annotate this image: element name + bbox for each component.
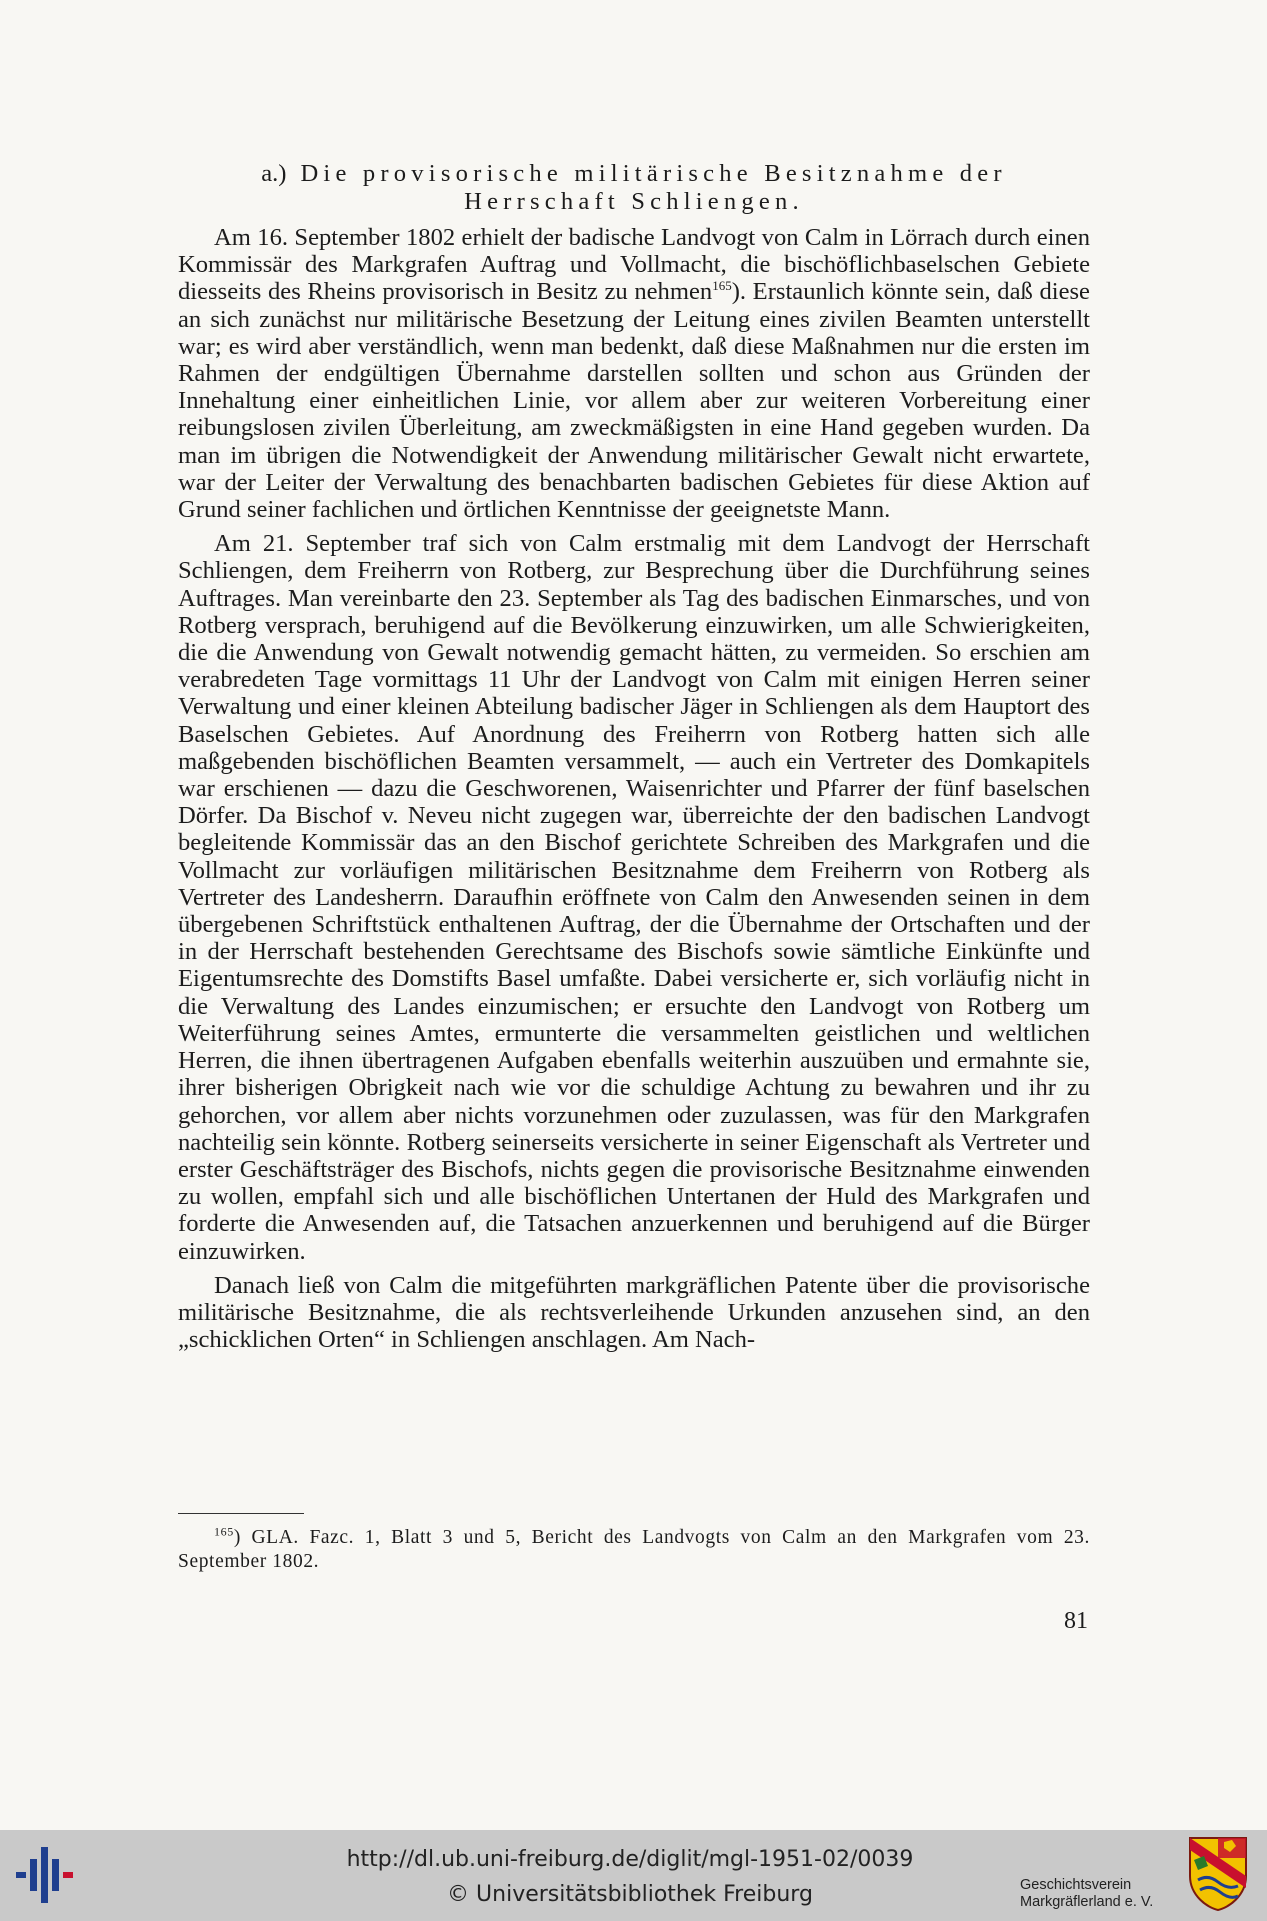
paragraph-2 — [178, 530, 1090, 1264]
society-name — [1020, 1877, 1180, 1911]
coat-of-arms-icon[interactable] — [1188, 1836, 1248, 1912]
copyright-notice: © Universitätsbibliothek Freiburg — [447, 1882, 813, 1907]
section-heading — [178, 160, 1090, 216]
paragraph-1-continuation: ). Erstaunlich könnte sein, daß diese an sich zunächst nur militärische Besetzung der Leitung eines zivilen Beamten unterstellt war; es wird aber verständlich, wenn man bedenkt, daß diese Maßnahmen nur die ersten im Rahmen der endgültigen Übernahme darstellen sollten und schon aus Gründen der Innehaltung einer einheitlichen Linie, vor allem aber zur weiteren Vorbereitung einer reibungslosen zivilen Überleitung, am zweckmäßigsten in eine Hand gegeben wurden. Da man im übrigen die Notwendigkeit der Anwendung militärischer Gewalt nicht erwartete, war der Leiter der Verwaltung des benachbarten badischen Gebietes für diese Aktion auf Grund seiner fachlichen und örtlichen Kenntnisse der geeignetste Mann. — [178, 278, 1090, 524]
page-number: 81 — [1064, 1608, 1088, 1634]
footnote-text: ) GLA. Fazc. 1, Blatt 3 und 5, Bericht des Landvogts von Calm an den Markgrafen vom 23. September 1802. — [178, 1527, 1090, 1572]
paragraph-2-text: Am 21. September traf sich von Calm erstmalig mit dem Landvogt der Herrschaft Schliengen, dem Freiherrn von Rotberg, zur Besprechung über die Durchführung seines Auftrages. Man vereinbarte den 23. September als Tag des badischen Einmarsches, und von Rotberg versprach, beruhigend auf die Bevölkerung einzuwirken, um alle Schwierigkeiten, die die Anwendung von Gewalt notwendig gemacht hätten, zu vermeiden. So erschien am verabredeten Tage vormittags 11 Uhr der Landvogt von Calm mit einigen Herren seiner Verwaltung und einer kleinen Abteilung badischer Jäger in Schliengen als dem Hauptort des Baselschen Gebietes. Auf Anordnung des Freiherrn von Rotberg hatten sich alle maßgebenden bischöflichen Beamten versammelt, — auch ein Vertreter des Domkapitels war erschienen — dazu die Geschworenen, Waisenrichter und Pfarrer der fünf baselschen Dörfer. Da Bischof v. Neveu nicht zugegen war, überreichte der den badischen Landvogt begleitende Kommissär das an den Bischof gerichtete Schreiben des Markgrafen und die Vollmacht zur vorläufigen militärischen Besitznahme dem Freiherrn von Rotberg als Vertreter des Landesherrn. Daraufhin eröffnete von Calm den Anwesenden seinen in dem übergebenen Schriftstück enthaltenen Auftrag, der die Übernahme der Ortschaften und der in der Herrschaft bestehenden Gerechtsame des Bischofs sowie sämtliche Einkünfte und Eigentumsrechte des Domstifts Basel umfaßte. Dabei versicherte er, sich vorläufig nicht in die Verwaltung des Landes einzumischen; er ersuchte den Landvogt von Rotberg um Weiterführung seines Amtes, ermunterte die versammelten geistlichen und weltlichen Herren, die ihnen übertragenen Aufgaben ebenfalls weiterhin auszuüben und ermahnte sie, ihrer bisherigen Obrigkeit nach wie vor die schuldige Achtung zu bewahren und ihr zu gehorchen, vor allem aber nichts vorzunehmen oder zuzulassen, was für den Markgrafen nachteilig sein könnte. Rotberg seinerseits versicherte in seiner Eigenschaft als Vertreter und erster Geschäftsträger des Bischofs, nichts gegen die provisorische Besitznahme einwenden zu wollen, empfahl sich und alle bischöflichen Untertanen der Huld des Markgrafen und forderte die Anwesenden auf, die Tatsachen anzuerkennen und beruhigend auf die Bürger einzuwirken. — [178, 530, 1090, 1265]
permalink-url[interactable]: http://dl.ub.uni-freiburg.de/diglit/mgl-1951-02/0039 — [346, 1847, 914, 1872]
footnote-165 — [178, 1526, 1090, 1574]
society-name-line2: Markgräflerland e. V. — [1020, 1894, 1154, 1910]
paragraph-1-text: Am 16. September 1802 erhielt der badische Landvogt von Calm in Lörrach durch einen Kommissär des Markgrafen Auftrag und Vollmacht, die bischöflichbaselschen Gebiete diesseits des Rheins provisorisch in Besitz zu nehmen — [178, 224, 1090, 306]
section-title: Die provisorische militärische Besitznahme der Herrschaft Schliengen. — [300, 160, 1007, 215]
paragraph-3 — [178, 1272, 1090, 1354]
footnote-divider — [178, 1513, 304, 1514]
footnote-number: 165 — [214, 1524, 234, 1539]
paragraph-3-text: Danach ließ von Calm die mitgeführten markgräflichen Patente über die provisorische militärische Besitznahme, die als rechtsverleihende Urkunden anzusehen sind, an den „schicklichen Orten“ in Schliengen anschlagen. Am Nach- — [178, 1271, 1090, 1354]
footnote-ref-165[interactable]: 165 — [712, 278, 732, 294]
body-text — [178, 160, 1090, 1360]
section-number: a.) — [261, 160, 287, 187]
ub-freiburg-logo-icon[interactable] — [14, 1845, 80, 1905]
paragraph-1 — [178, 224, 1090, 523]
society-name-line1: Geschichtsverein — [1020, 1877, 1132, 1893]
